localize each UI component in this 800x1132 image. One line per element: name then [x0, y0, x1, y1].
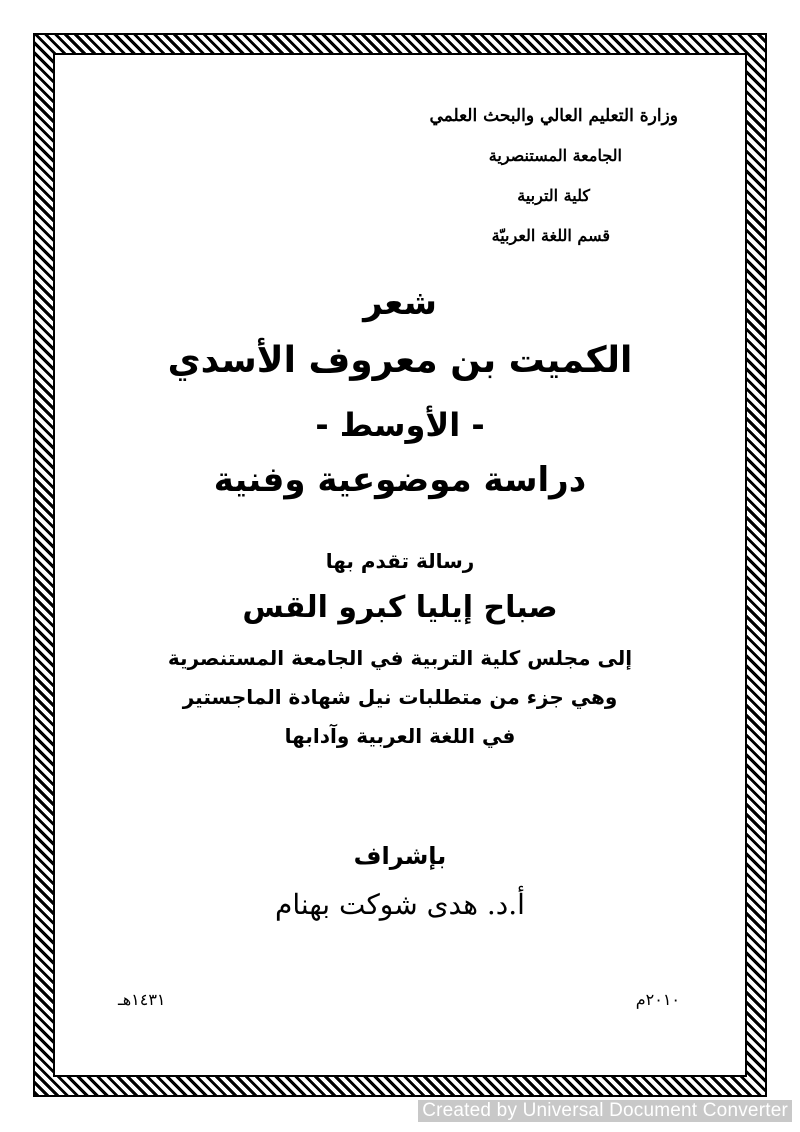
author-name: صباح إيليا كبرو القس [242, 590, 558, 625]
title-poet-name: الكميت بن معروف الأسدي [167, 340, 633, 381]
department-name: قسم اللغة العربيّة [491, 226, 610, 245]
college-name: كلية التربية [517, 186, 590, 205]
title-study: دراسة موضوعية وفنية [213, 460, 587, 500]
submission-line-3: في اللغة العربية وآدابها [284, 724, 516, 748]
converter-watermark: Created by Universal Document Converter [418, 1100, 792, 1122]
submission-line-2: وهي جزء من متطلبات نيل شهادة الماجستير [182, 685, 618, 709]
hijri-date: ١٤٣١هـ [118, 990, 166, 1009]
title-word: شعر [363, 283, 437, 323]
supervisor-name: أ.د. هدى شوكت بهنام [275, 888, 525, 921]
ministry-name: وزارة التعليم العالي والبحث العلمي [429, 106, 678, 126]
university-name: الجامعة المستنصرية [488, 146, 622, 165]
submission-line-1: إلى مجلس كلية التربية في الجامعة المستنصرية [167, 646, 633, 670]
gregorian-date: ٢٠١٠م [635, 990, 680, 1009]
title-subtitle: - الأوسط - [315, 406, 485, 444]
submission-intro: رسالة تقدم بها [325, 549, 475, 573]
supervision-label: بإشراف [353, 842, 447, 870]
